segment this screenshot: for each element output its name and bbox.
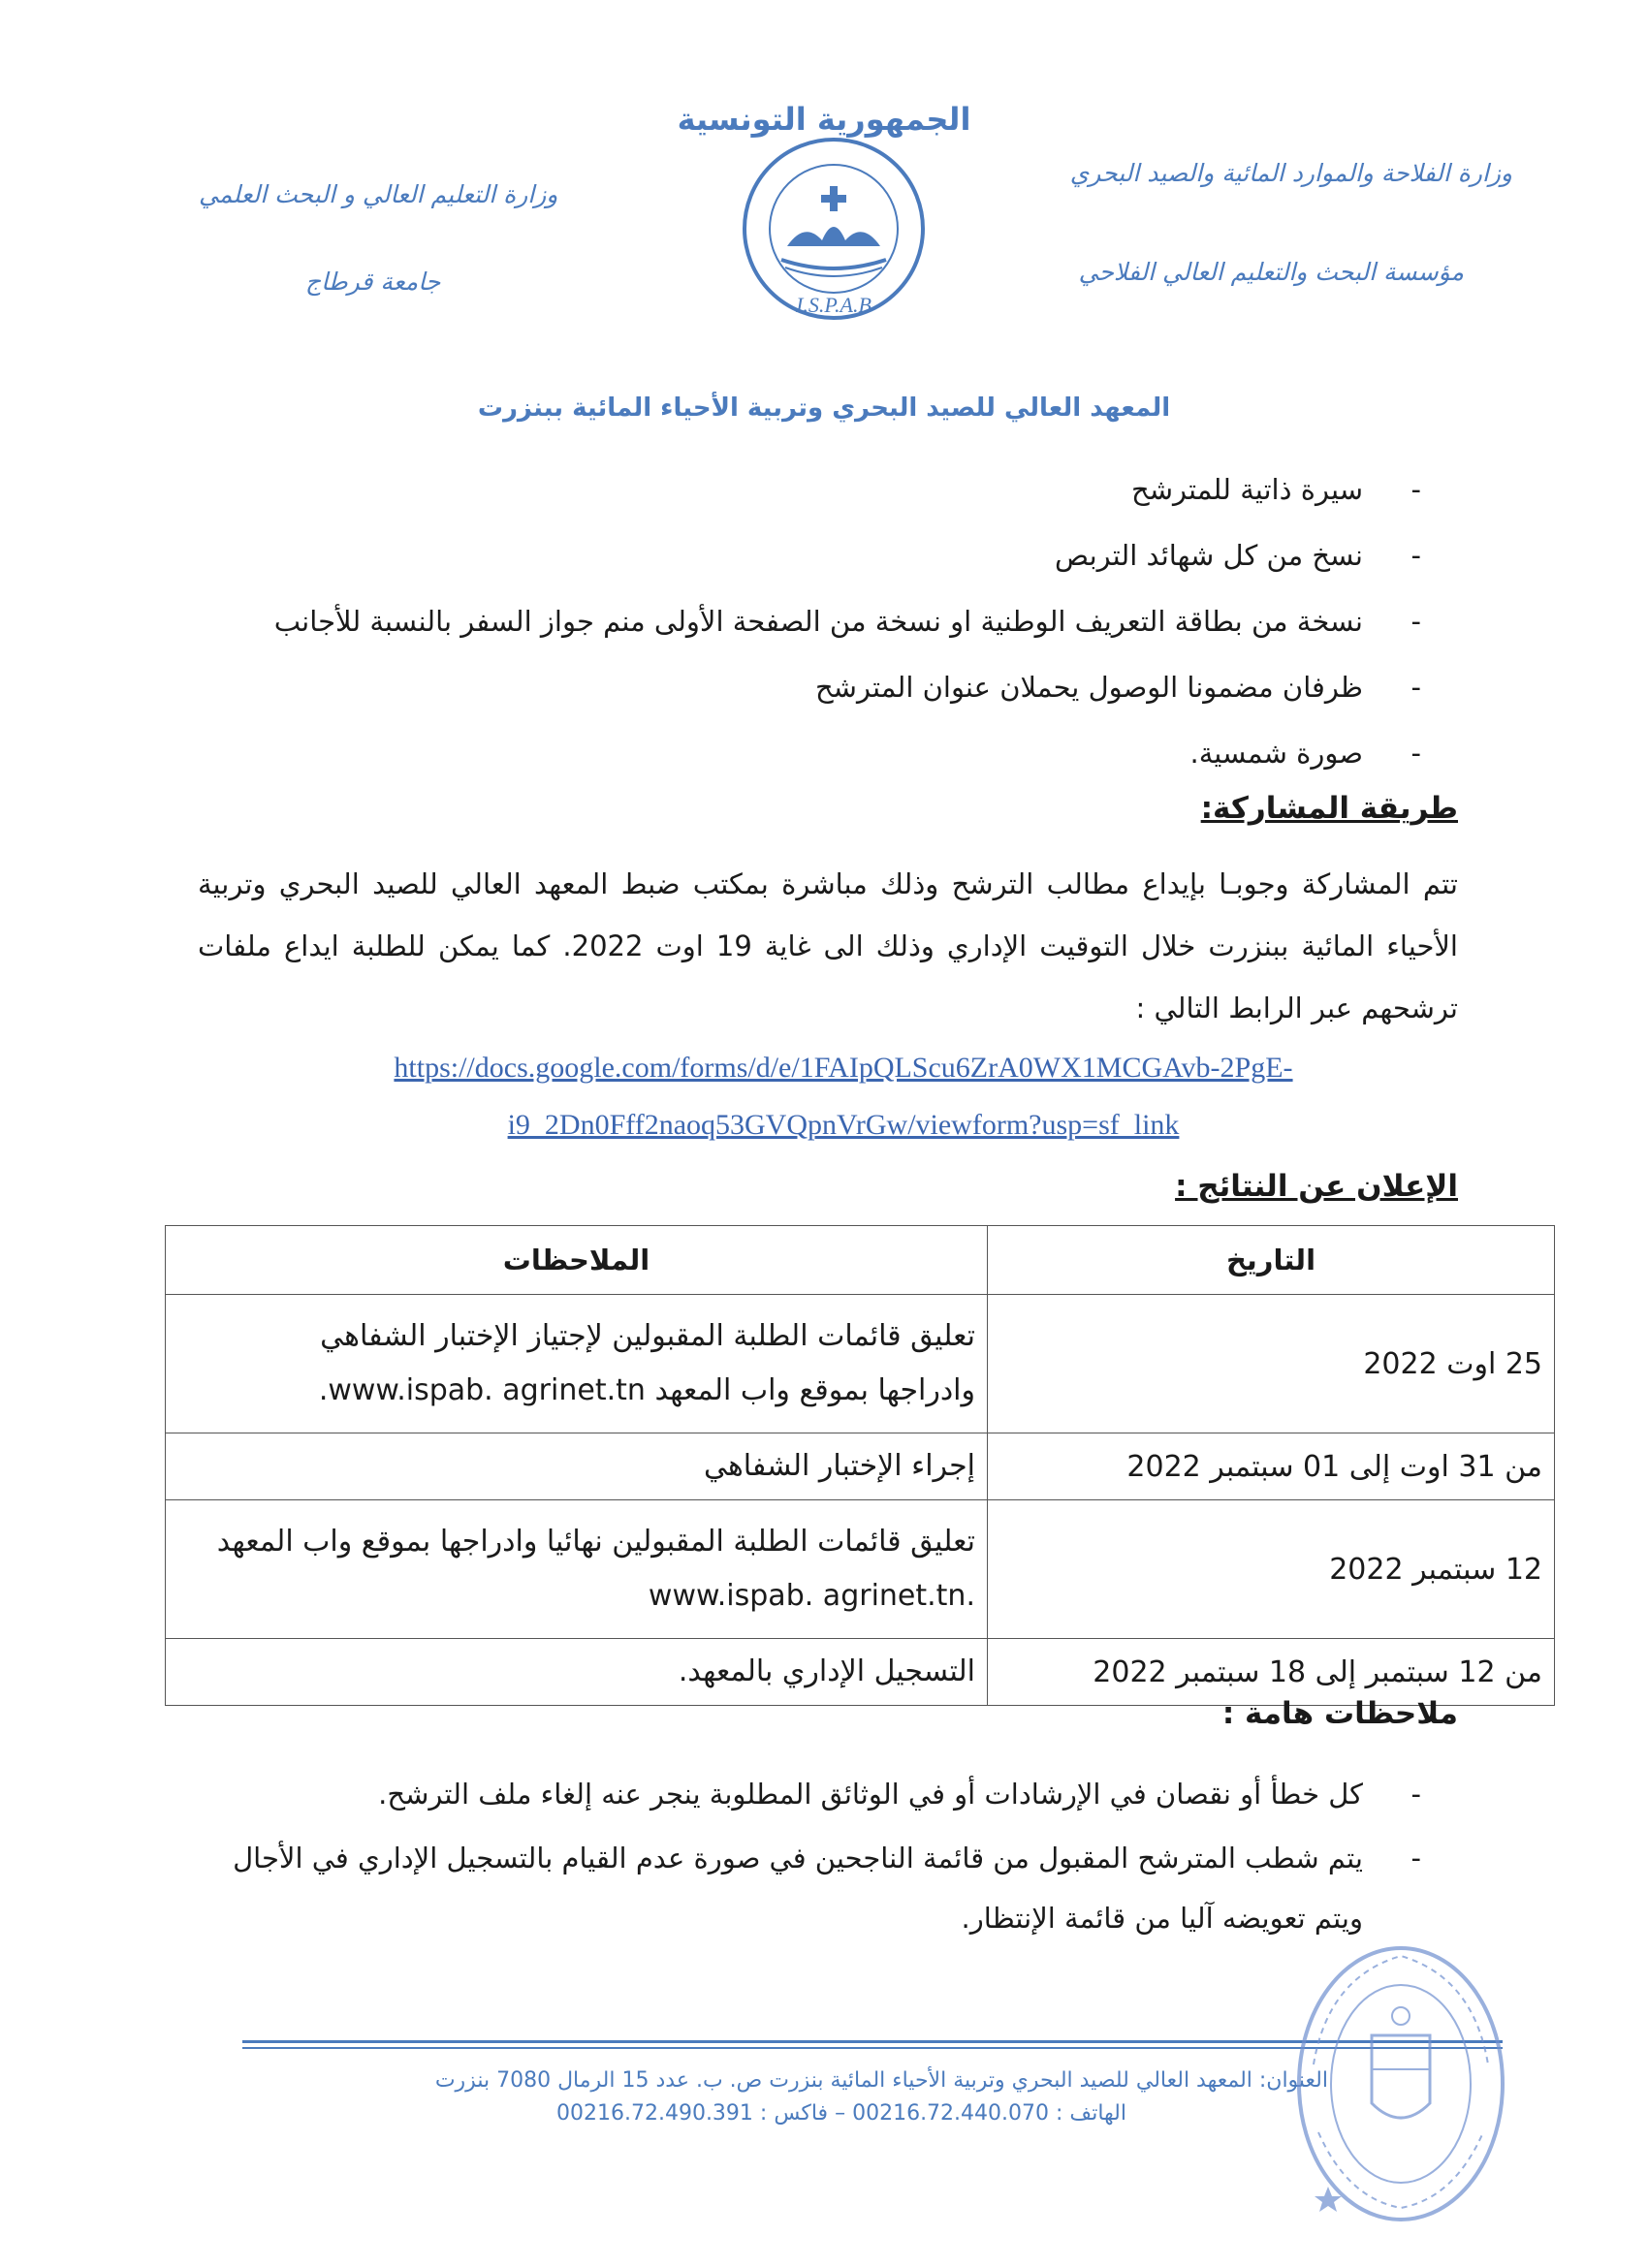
cell-date: من 12 سبتمبر إلى 18 سبتمبر 2022 xyxy=(988,1639,1555,1706)
footer-phone-fax: الهاتف : 00216.72.440.070 – فاكس : 00216.72.490.391 xyxy=(555,2101,1126,2126)
list-item: - كل خطأ أو نقصان في الإرشادات أو في الوثائق المطلوبة ينجر عنه إلغاء ملف الترشح. xyxy=(169,1764,1429,1824)
cell-note-line: وادراجها بموقع واب المعهد www.ispab. agrinet.tn. xyxy=(318,1373,975,1407)
table-header-row xyxy=(166,1226,1555,1295)
ministry-higher-education-label: وزارة التعليم العالي و البحث العلمي xyxy=(199,180,558,208)
institute-name: المعهد العالي للصيد البحري وتربية الأحياء المائية ببنزرت xyxy=(477,394,1171,423)
list-item: - نسخ من كل شهائد التربص xyxy=(169,535,1429,601)
logo-text: I.S.P.A.B xyxy=(796,293,872,317)
table-row xyxy=(166,1500,1555,1639)
results-title: الإعلان عن النتائج : xyxy=(1175,1169,1458,1204)
participation-title: طريقة المشاركة: xyxy=(1200,791,1458,826)
cell-date: من 31 اوت إلى 01 سبتمبر 2022 xyxy=(988,1433,1555,1500)
cell-date: 25 اوت 2022 xyxy=(988,1295,1555,1433)
table-row xyxy=(166,1433,1555,1500)
ispab-logo xyxy=(737,132,931,326)
important-notes-title: ملاحظات هامة : xyxy=(1221,1696,1458,1731)
republic-title: الجمهورية التونسية xyxy=(677,101,971,138)
list-item: - صورة شمسية. xyxy=(169,733,1429,799)
cell-note: التسجيل الإداري بالمعهد. xyxy=(166,1639,988,1706)
column-header-date: التاريخ xyxy=(988,1226,1555,1295)
important-notes-list xyxy=(169,1764,1429,1952)
table-row xyxy=(166,1295,1555,1433)
list-item: - نسخة من بطاقة التعريف الوطنية او نسخة من الصفحة الأولى منم جواز السفر بالنسبة للأجانب xyxy=(169,601,1429,667)
list-item: - يتم شطب المترشح المقبول من قائمة الناجحين في صورة عدم القيام بالتسجيل الإداري في الأجال ويتم تعويضه آليا من قائمة الإنتظار. xyxy=(175,1828,1429,1948)
cell-note-line: .www.ispab. agrinet.tn xyxy=(648,1579,975,1613)
cell-note-line: تعليق قائمات الطلبة المقبولين نهائيا وادراجها بموقع واب المعهد xyxy=(216,1525,975,1559)
cell-note xyxy=(166,1500,988,1639)
participation-text: تتم المشاركة وجوبـا بإيداع مطالب الترشح وذلك مباشرة بمكتب ضبط المعهد العالي للصيد البحري وتربية الأحياء المائية ببنزرت خلال التوقيت الإداري وذلك الى غاية 19 اوت 2022. كما يمكن للطلبة ايداع ملفات ترشحهم عبر الرابط التالي : xyxy=(198,867,1458,1024)
footer-address: العنوان: المعهد العالي للصيد البحري وتربية الأحياء المائية بنزرت ص. ب. عدد 15 الرمال 7080 بنزرت xyxy=(434,2068,1328,2093)
column-header-notes: الملاحظات xyxy=(166,1226,988,1295)
cell-date: 12 سبتمبر 2022 xyxy=(988,1500,1555,1639)
list-item: - ظرفان مضمونا الوصول يحملان عنوان المترشح xyxy=(169,667,1429,733)
research-institution-label: مؤسسة البحث والتعليم العالي الفلاحي xyxy=(1078,258,1464,286)
results-schedule-table xyxy=(165,1225,1555,1706)
application-form-link[interactable]: https://docs.google.com/forms/d/e/1FAIpQLScu6ZrA0WX1MCGAvb-2PgE- xyxy=(394,1052,1293,1084)
cell-note xyxy=(166,1295,988,1433)
cell-note-line: تعليق قائمات الطلبة المقبولين لإجتياز الإختبار الشفاهي xyxy=(320,1319,975,1353)
required-documents-list xyxy=(169,469,1429,799)
application-form-link-cont[interactable]: i9_2Dn0Fff2naoq53GVQpnVrGw/viewform?usp=sf_link xyxy=(507,1109,1180,1141)
cell-note: إجراء الإختبار الشفاهي xyxy=(166,1433,988,1500)
official-stamp xyxy=(1289,1938,1512,2229)
university-label: جامعة قرطاج xyxy=(305,268,441,296)
list-item: - سيرة ذاتية للمترشح xyxy=(169,469,1429,535)
ministry-agriculture-label: وزارة الفلاحة والموارد المائية والصيد البحري xyxy=(1069,159,1512,187)
